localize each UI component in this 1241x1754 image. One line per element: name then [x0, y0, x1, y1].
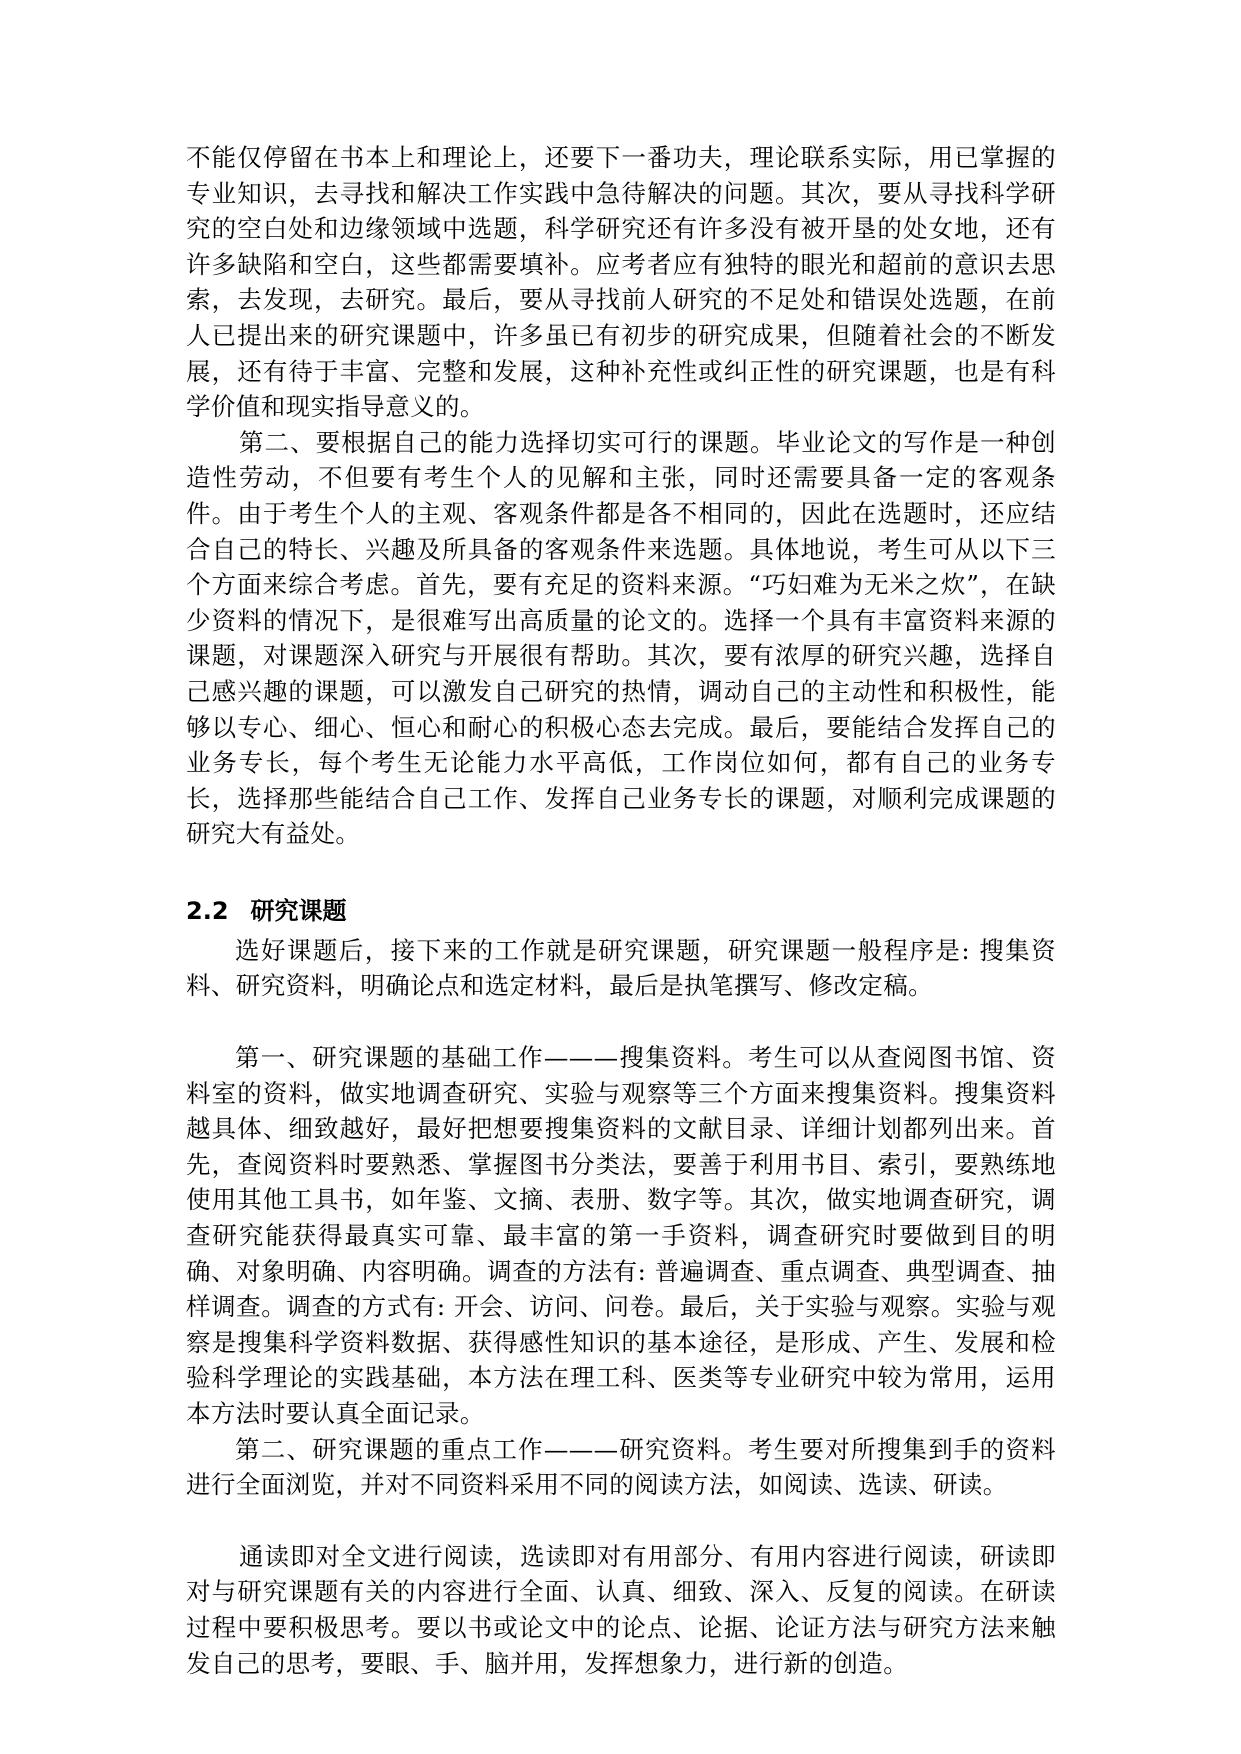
- paragraph-research-procedure: 选好课题后，接下来的工作就是研究课题，研究课题一般程序是: 搜集资料、研究资料，明确论点和选定材料，最后是执笔撰写、修改定稿。: [186, 935, 1056, 1001]
- paragraph-collect-materials: 第一、研究课题的基础工作———搜集资料。考生可以从查阅图书馆、资料室的资料，做实地调查研究、实验与观察等三个方面来搜集资料。搜集资料越具体、细致越好，最好把想要搜集资料的文献目录、详细计划都列出来。首先，查阅资料时要熟悉、掌握图书分类法，要善于利用书目、索引，要熟练地使用其他工具书，如年鉴、文摘、表册、数字等。其次，做实地调查研究，调查研究能获得最真实可靠、最丰富的第一手资料，调查研究时要做到目的明确、对象明确、内容明确。调查的方法有: 普遍调查、重点调查、典型调查、抽样调查。调查的方式有: 开会、访问、问卷。最后，关于实验与观察。实验与观察是搜集科学资料数据、获得感性知识的基本途径，是形成、产生、发展和检验科学理论的实践基础，本方法在理工科、医类等专业研究中较为常用，运用本方法时要认真全面记录。: [186, 1043, 1056, 1428]
- paragraph-study-materials: 第二、研究课题的重点工作———研究资料。考生要对所搜集到手的资料进行全面浏览，并对不同资料采用不同的阅读方法，如阅读、选读、研读。: [186, 1434, 1056, 1500]
- document-page: [186, 140, 1056, 1681]
- section-title: 研究课题: [250, 896, 347, 925]
- section-heading: [186, 893, 1056, 929]
- paragraph-reading-methods: 通读即对全文进行阅读，选读即对有用部分、有用内容进行阅读，研读即对与研究课题有关的内容进行全面、认真、细致、深入、反复的阅读。在研读过程中要积极思考。要以书或论文中的论点、论据、论证方法与研究方法来触发自己的思考，要眼、手、脑并用，发挥想象力，进行新的创造。: [186, 1541, 1056, 1678]
- paragraph-topic-selection-continued: 不能仅停留在书本上和理论上，还要下一番功夫，理论联系实际，用已掌握的专业知识，去寻找和解决工作实践中急待解决的问题。其次，要从寻找科学研究的空白处和边缘领域中选题，科学研究还有许多没有被开垦的处女地，还有许多缺陷和空白，这些都需要填补。应考者应有独特的眼光和超前的意识去思索，去发现，去研究。最后，要从寻找前人研究的不足处和错误处选题，在前人已提出来的研究课题中，许多虽已有初步的研究成果，但随着社会的不断发展，还有待于丰富、完整和发展，这种补充性或纠正性的研究课题，也是有科学价值和现实指导意义的。: [186, 143, 1056, 422]
- section-number: 2.2: [186, 896, 229, 925]
- paragraph-ability-based-selection: 第二、要根据自己的能力选择切实可行的课题。毕业论文的写作是一种创造性劳动，不但要有考生个人的见解和主张，同时还需要具备一定的客观条件。由于考生个人的主观、客观条件都是各不相同的，因此在选题时，还应结合自己的特长、兴趣及所具备的客观条件来选题。具体地说，考生可从以下三个方面来综合考虑。首先，要有充足的资料来源。“巧妇难为无米之炊”，在缺少资料的情况下，是很难写出高质量的论文的。选择一个具有丰富资料来源的课题，对课题深入研究与开展很有帮助。其次，要有浓厚的研究兴趣，选择自己感兴趣的课题，可以激发自己研究的热情，调动自己的主动性和积极性，能够以专心、细心、恒心和耐心的积极心态去完成。最后，要能结合发挥自己的业务专长，每个考生无论能力水平高低，工作岗位如何，都有自己的业务专长，选择那些能结合自己工作、发挥自己业务专长的课题，对顺利完成课题的研究大有益处。: [186, 427, 1056, 849]
